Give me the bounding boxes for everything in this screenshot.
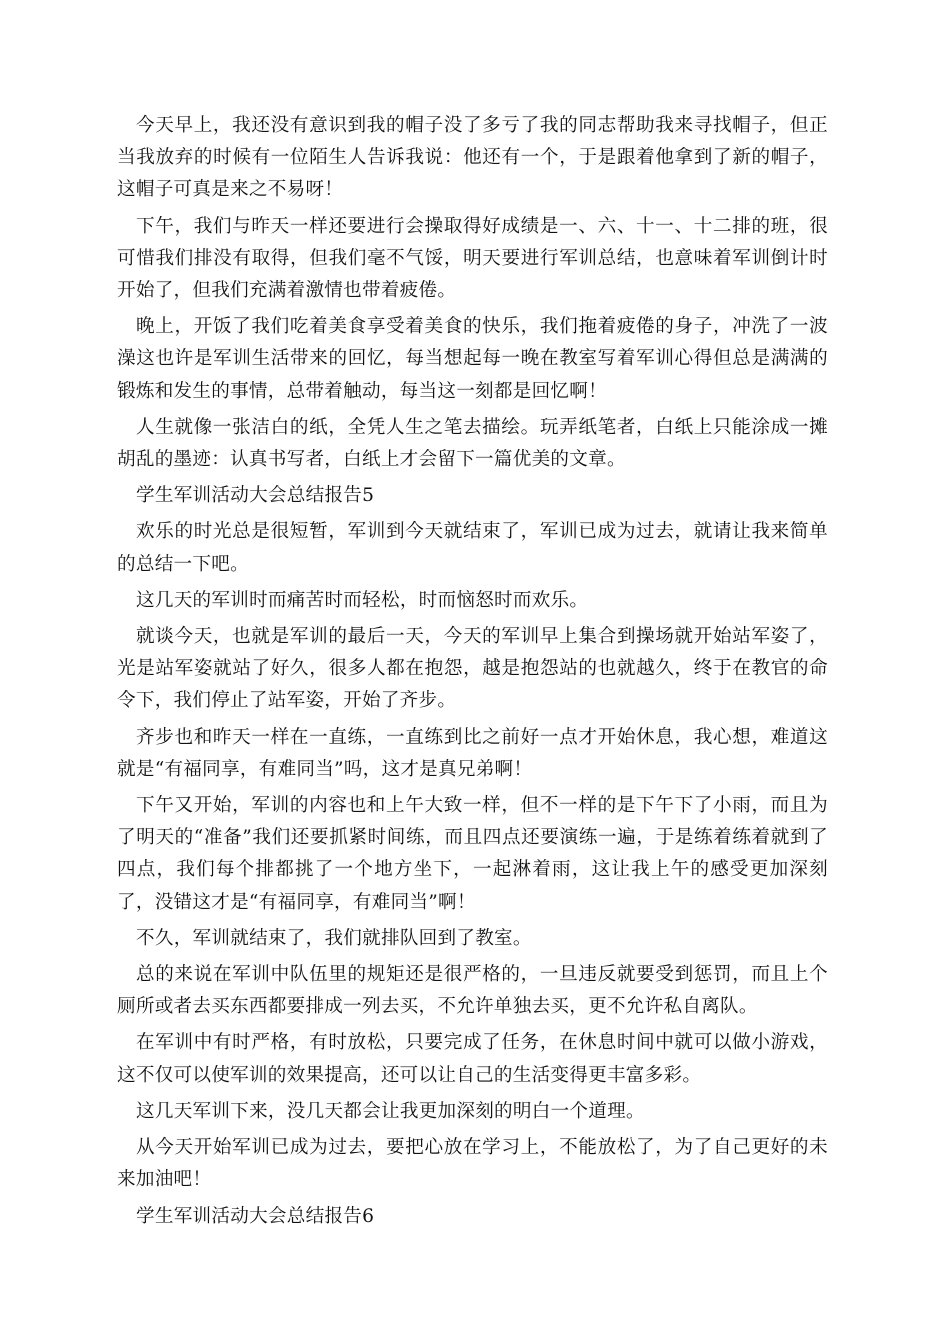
paragraph: 这几天军训下来，没几天都会让我更加深刻的明白一个道理。	[136, 1100, 645, 1122]
paragraph: 总的来说在军训中队伍里的规矩还是很严格的，一旦违反就要受到惩罚，而且上个厕所或者去买东西都要排成一列去买，不允许单独去买，更不允许私自离队。	[117, 964, 828, 1018]
paragraph: 从今天开始军训已成为过去，要把心放在学习上，不能放松了，为了自己更好的未来加油吧！	[117, 1137, 828, 1191]
paragraph: 不久，军训就结束了，我们就排队回到了教室。	[136, 927, 532, 949]
paragraph: 欢乐的时光总是很短暂，军训到今天就结束了，军训已成为过去，就请让我来简单的总结一下吧。	[117, 521, 828, 575]
paragraph: 今天早上，我还没有意识到我的帽子没了多亏了我的同志帮助我来寻找帽子，但正当我放弃的时候有一位陌生人告诉我说：他还有一个，于是跟着他拿到了新的帽子，这帽子可真是来之不易呀！	[117, 115, 828, 201]
paragraph: 在军训中有时严格，有时放松，只要完成了任务，在休息时间中就可以做小游戏，这不仅可以使军训的效果提高，还可以让自己的生活变得更丰富多彩。	[117, 1032, 828, 1086]
paragraph: 就谈今天，也就是军训的最后一天，今天的军训早上集合到操场就开始站军姿了，光是站军姿就站了好久，很多人都在抱怨，越是抱怨站的也就越久，终于在教官的命令下，我们停止了站军姿，开始了齐步。	[117, 626, 828, 712]
paragraph: 这几天的军训时而痛苦时而轻松，时而恼怒时而欢乐。	[136, 589, 589, 611]
paragraph: 下午又开始，军训的内容也和上午大致一样，但不一样的是下午下了小雨，而且为了明天的“准备”我们还要抓紧时间练，而且四点还要演练一遍，于是练着练着就到了四点，我们每个排都挑了一个地方坐下，一起淋着雨，这让我上午的感受更加深刻了，没错这才是“有福同享，有难同当”啊！	[117, 795, 828, 913]
section-heading: 学生军训活动大会总结报告6	[136, 1205, 375, 1227]
paragraph: 下午，我们与昨天一样还要进行会操取得好成绩是一、六、十一、十二排的班，很可惜我们排没有取得，但我们毫不气馁，明天要进行军训总结，也意味着军训倒计时开始了，但我们充满着激情也带着疲倦。	[117, 215, 828, 302]
paragraph: 晚上，开饭了我们吃着美食享受着美食的快乐，我们拖着疲倦的身子，冲洗了一波澡这也许是军训生活带来的回忆，每当想起每一晚在教室写着军训心得但总是满满的锻炼和发生的事情，总带着触动，每当这一刻都是回忆啊！	[117, 316, 828, 402]
paragraph: 人生就像一张洁白的纸，全凭人生之笔去描绘。玩弄纸笔者，白纸上只能涂成一摊胡乱的墨迹：认真书写者，白纸上才会留下一篇优美的文章。	[117, 416, 828, 471]
section-heading: 学生军训活动大会总结报告5	[136, 485, 375, 507]
document-body	[117, 110, 828, 1237]
paragraph: 齐步也和昨天一样在一直练，一直练到比之前好一点才开始休息，我心想，难道这就是“有福同享，有难同当”吗，这才是真兄弟啊！	[117, 726, 828, 780]
